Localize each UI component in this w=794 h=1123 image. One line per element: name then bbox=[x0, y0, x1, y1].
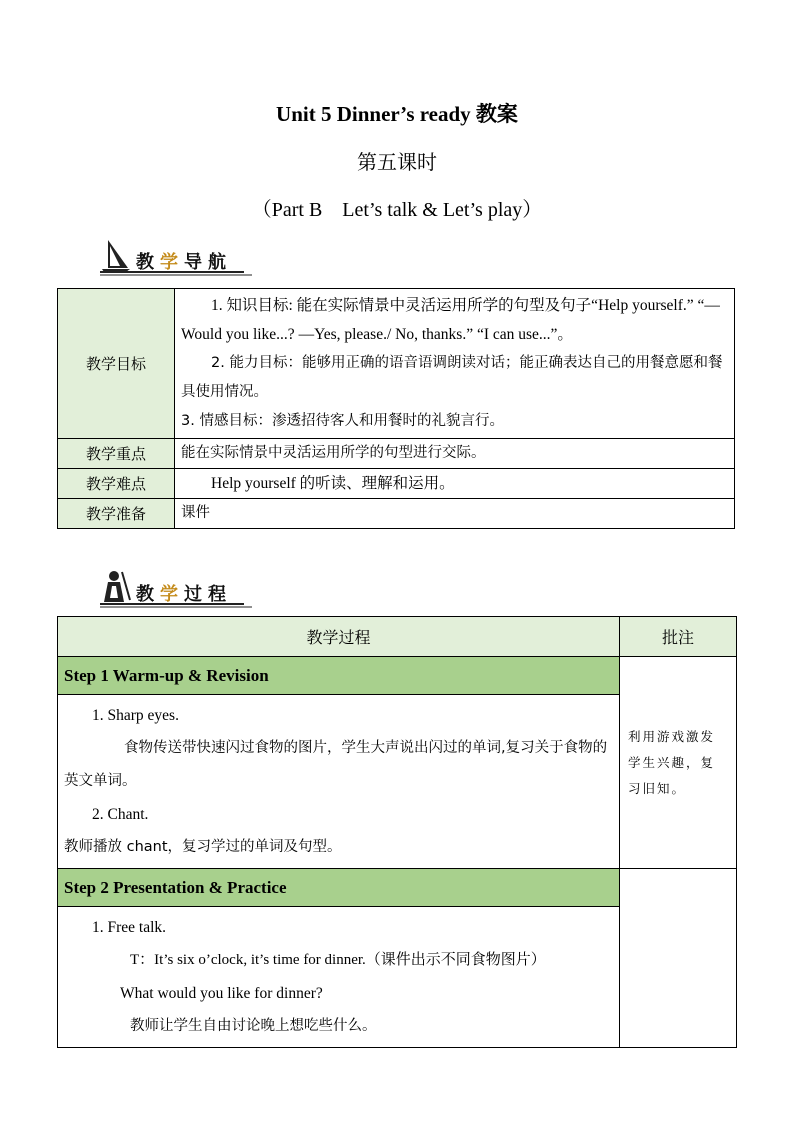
objectives-content: 1. 知识目标: 能在实际情景中灵活运用所学的句型及句子“Help yourself.” “—Would you like...? —Yes, please./ No, thanks.” “I can use...”。 2. 能力目标：能够用正确的语音语调朗读对话；能正确表达自己的用餐意愿和餐具使用情况。 3. 情感目标：渗透招待客人和用餐时的礼貌言行。 bbox=[175, 289, 735, 439]
step1-note: 利用游戏激发学生兴趣，复习旧知。 bbox=[620, 657, 737, 869]
step1-title: Step 1 Warm-up & Revision bbox=[58, 657, 620, 695]
difficulty-value: Help yourself 的听读、理解和运用。 bbox=[175, 469, 735, 499]
process-table bbox=[57, 616, 737, 1048]
note-column-header: 批注 bbox=[620, 617, 737, 657]
banner-text: 教学过程 bbox=[136, 584, 232, 605]
process-column-header: 教学过程 bbox=[58, 617, 620, 657]
banner-text: 教学导航 bbox=[136, 252, 232, 273]
objectives-table bbox=[57, 288, 735, 529]
document-title: Unit 5 Dinner’s ready 教案 bbox=[276, 102, 518, 126]
step2-title: Step 2 Presentation & Practice bbox=[58, 869, 620, 907]
lesson-part: （Part B Let’s talk & Let’s play） bbox=[251, 199, 543, 221]
objectives-label: 教学目标 bbox=[58, 289, 175, 439]
lesson-number: 第五课时 bbox=[357, 150, 437, 174]
key-points-value: 能在实际情景中灵活运用所学的句型进行交际。 bbox=[175, 439, 735, 469]
preparation-value: 课件 bbox=[175, 499, 735, 529]
section-banner-process bbox=[94, 568, 254, 610]
preparation-label: 教学准备 bbox=[58, 499, 175, 529]
step2-note bbox=[620, 869, 737, 1048]
difficulty-label: 教学难点 bbox=[58, 469, 175, 499]
section-banner-guide bbox=[94, 236, 254, 278]
step2-body: 1. Free talk. T：It’s six o’clock, it’s time for dinner.（课件出示不同食物图片） What would you like for dinner? 教师让学生自由讨论晚上想吃些什么。 bbox=[58, 907, 620, 1048]
key-points-label: 教学重点 bbox=[58, 439, 175, 469]
step1-body: 1. Sharp eyes. 食物传送带快速闪过食物的图片，学生大声说出闪过的单词,复习关于食物的英文单词。 2. Chant. 教师播放 chant，复习学过的单词及句型。 bbox=[58, 695, 620, 869]
